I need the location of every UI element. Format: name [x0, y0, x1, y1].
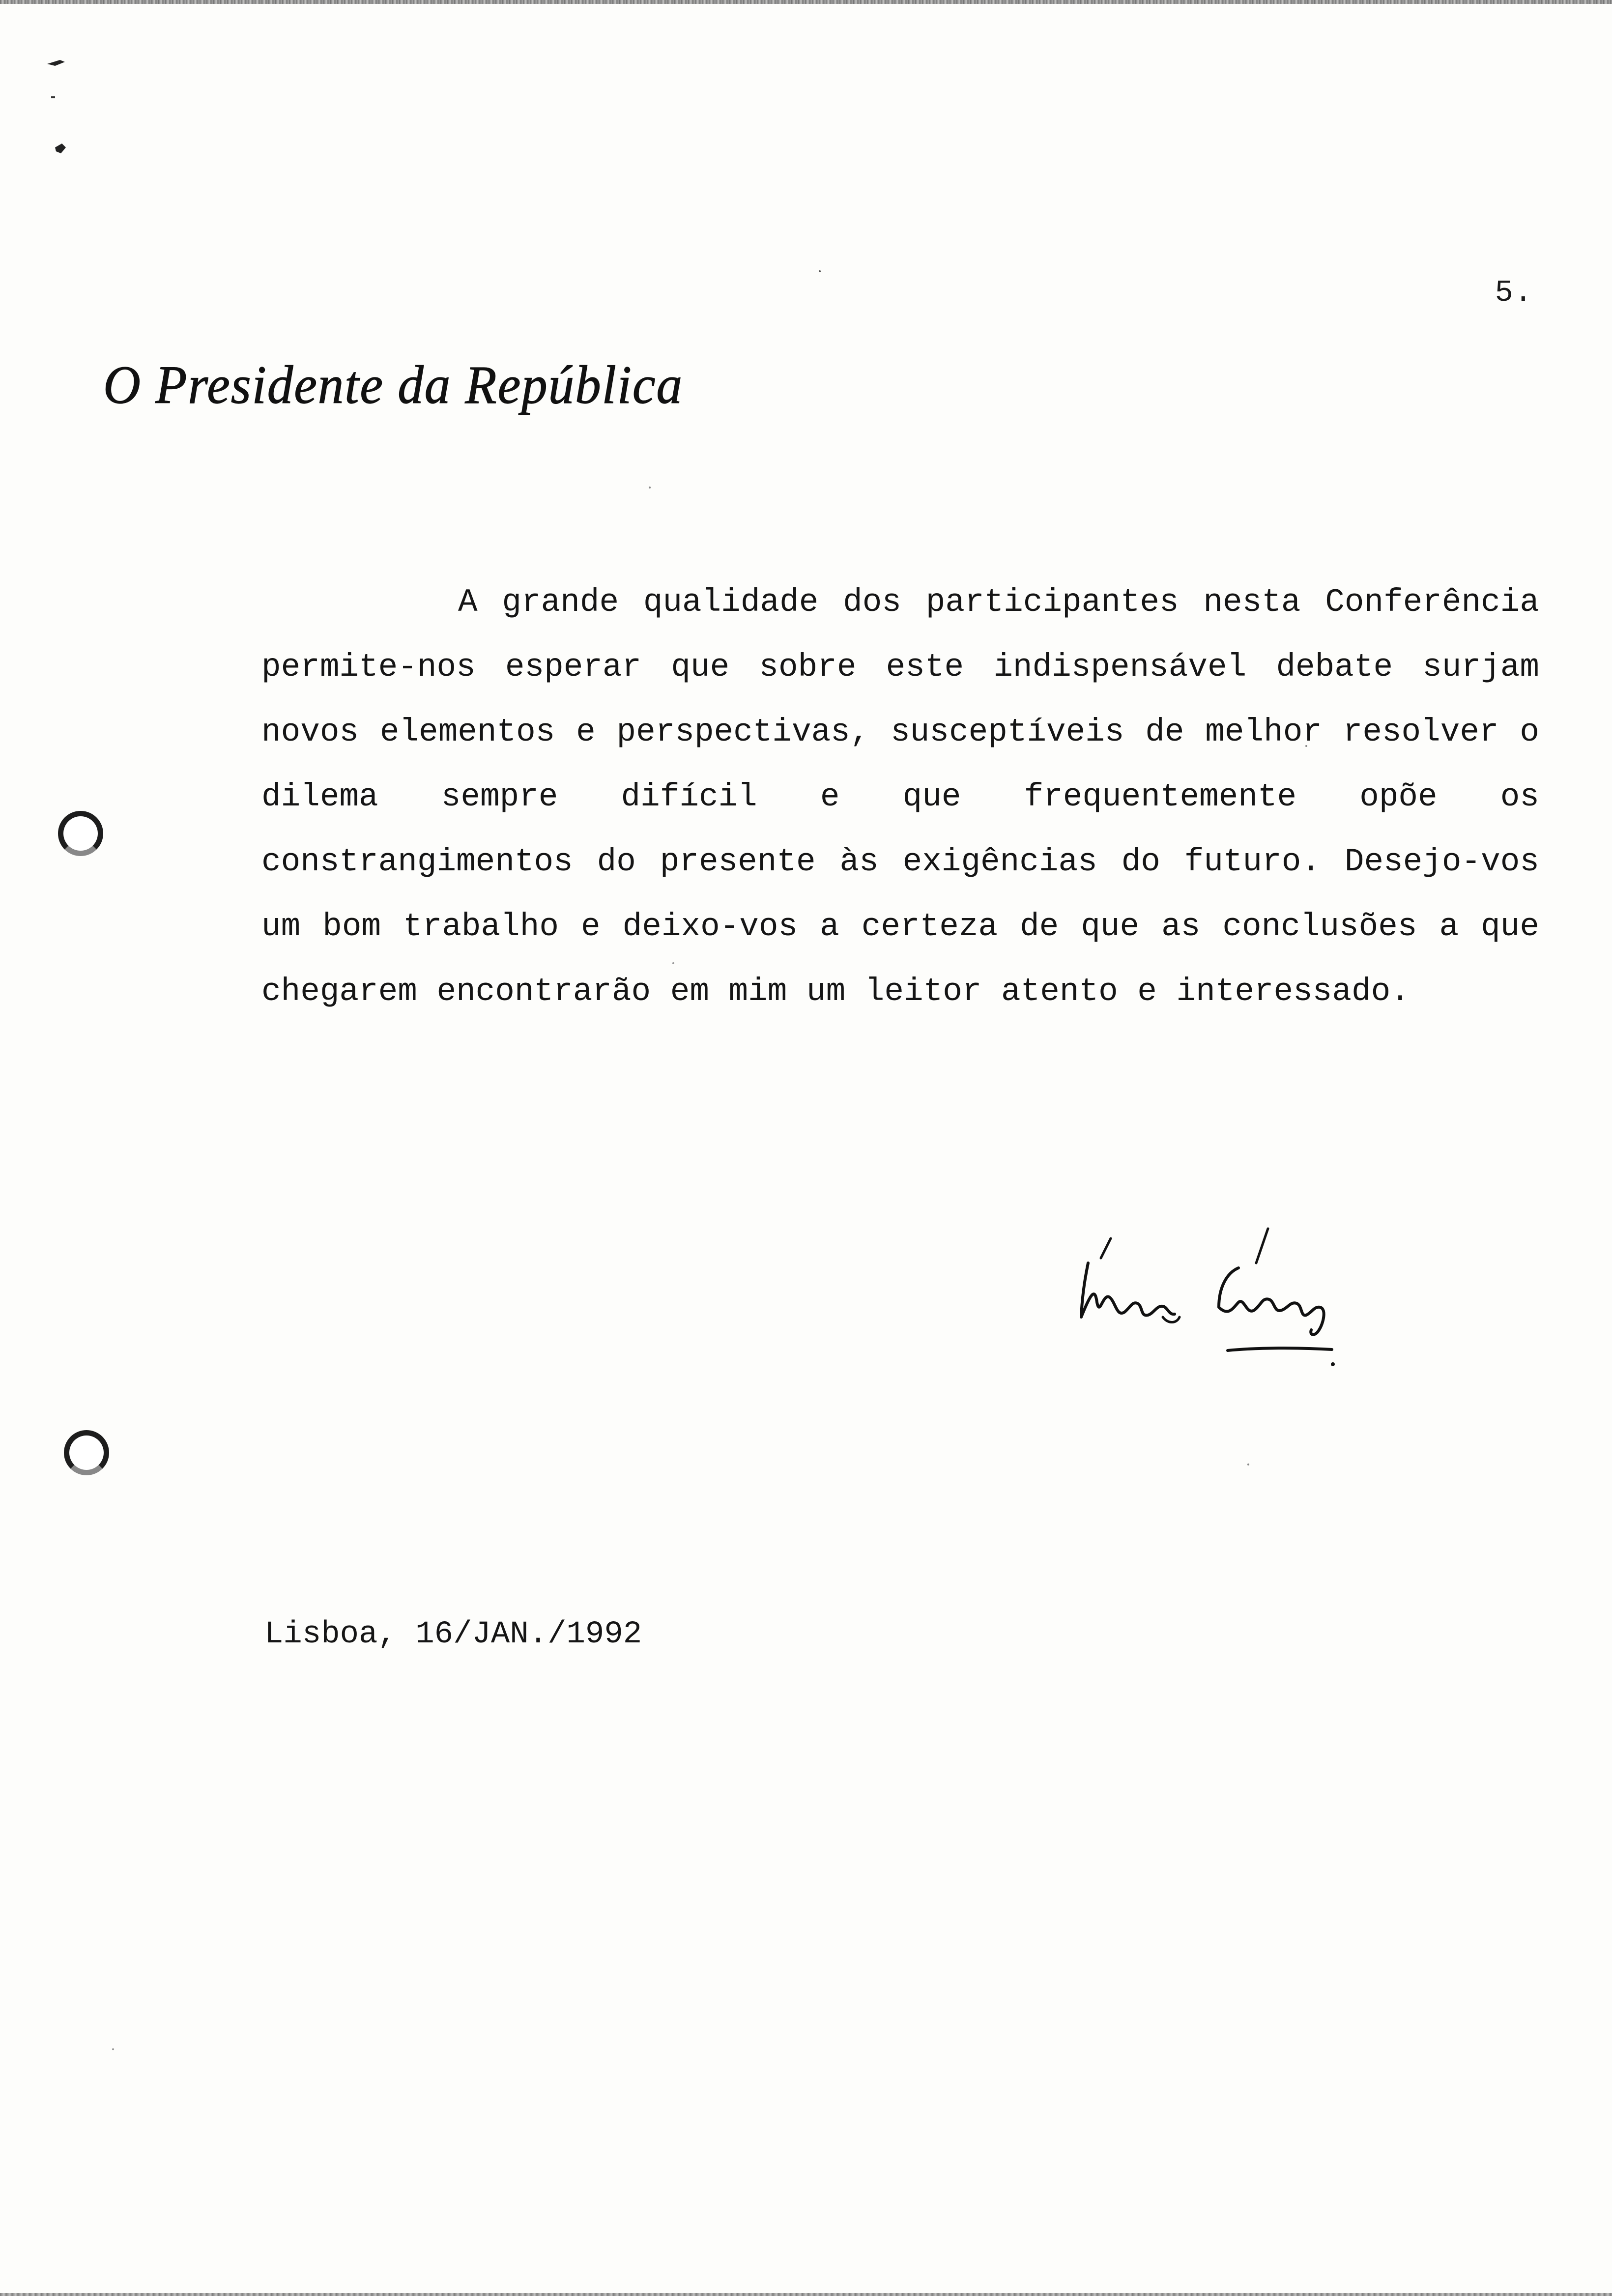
- paragraph-word: opõe: [1359, 778, 1438, 815]
- paragraph-word: Conferência: [1325, 584, 1539, 621]
- paragraph-word: de: [1145, 714, 1184, 750]
- paragraph-word: indispensável: [993, 649, 1247, 686]
- handwritten-signature: [1071, 1219, 1366, 1376]
- paragraph-word: chegarem encontrarão em mim um leitor atento e interessado.: [261, 973, 1410, 1010]
- paragraph-word: conclusões: [1222, 908, 1417, 945]
- paragraph-word: sempre: [441, 778, 558, 815]
- paragraph-word: surjam: [1422, 649, 1539, 686]
- paragraph-word: que: [1481, 908, 1539, 945]
- paragraph-word: que: [902, 778, 961, 815]
- paragraph-line: [261, 830, 1539, 894]
- paragraph-line: [261, 765, 1539, 830]
- paragraph-line: [261, 570, 1539, 635]
- letterhead-script: [98, 339, 688, 437]
- paragraph-word: e: [820, 778, 840, 815]
- paragraph-word: qualidade: [643, 584, 819, 621]
- paragraph-word: que: [671, 649, 730, 686]
- paragraph-word: o: [1520, 714, 1539, 750]
- paragraph-word: de: [1020, 908, 1059, 945]
- paragraph-word: sobre: [759, 649, 857, 686]
- paragraph-line: [261, 894, 1539, 959]
- paragraph-word: do: [597, 843, 636, 880]
- paragraph-word: um: [261, 908, 301, 945]
- svg-text:O Presidente da República: O Presidente da República: [103, 355, 683, 415]
- paragraph-word: susceptíveis: [891, 714, 1124, 750]
- paragraph-word: bom: [322, 908, 381, 945]
- paragraph-word: debate: [1276, 649, 1393, 686]
- paragraph-word: participantes: [925, 584, 1179, 621]
- paragraph-word: e: [581, 908, 601, 945]
- paragraph-word: permite-nos: [261, 649, 476, 686]
- paragraph-word: dos: [843, 584, 901, 621]
- paragraph-word: certeza: [861, 908, 998, 945]
- paragraph-word: às: [839, 843, 879, 880]
- paragraph-word: novos: [261, 714, 359, 750]
- paragraph-word: os: [1500, 778, 1539, 815]
- paragraph-word: nesta: [1203, 584, 1301, 621]
- paragraph-word: Desejo-vos: [1344, 843, 1539, 880]
- paragraph-word: este: [886, 649, 964, 686]
- paragraph-word: frequentemente: [1024, 778, 1297, 815]
- paragraph-word: deixo-vos: [622, 908, 798, 945]
- paragraph-line: [261, 700, 1539, 765]
- paragraph-word: as: [1161, 908, 1201, 945]
- paragraph-word: resolver: [1343, 714, 1499, 750]
- paragraph-word: constrangimentos: [261, 843, 573, 880]
- paragraph-line: [261, 959, 1539, 1024]
- paragraph-word: a: [820, 908, 839, 945]
- paragraph-word: futuro.: [1184, 843, 1321, 880]
- paragraph-word: difícil: [621, 778, 757, 815]
- paragraph-word: grande: [502, 584, 619, 621]
- paragraph-word: perspectivas,: [616, 714, 870, 750]
- letter-body: [261, 570, 1539, 1024]
- dateline: Lisboa, 16/JAN./1992: [264, 1617, 642, 1652]
- paragraph-line: [261, 635, 1539, 700]
- paragraph-word: presente: [660, 843, 816, 880]
- paragraph-word: A: [458, 584, 478, 621]
- paragraph-word: que: [1081, 908, 1140, 945]
- punch-hole-lower: [64, 1430, 109, 1475]
- punch-hole-upper: [58, 811, 103, 856]
- letterhead-logo: [98, 339, 688, 437]
- paragraph-word: trabalho: [403, 908, 559, 945]
- paragraph-word: dilema: [261, 778, 378, 815]
- paragraph-word: do: [1121, 843, 1160, 880]
- paragraph-word: exigências: [902, 843, 1097, 880]
- paragraph-word: esperar: [505, 649, 642, 686]
- page-number: 5.: [1495, 275, 1533, 310]
- paragraph-word: elementos: [379, 714, 555, 750]
- paragraph-word: a: [1439, 908, 1459, 945]
- paragraph-word: e: [576, 714, 596, 750]
- paragraph-word: melhor: [1205, 714, 1322, 750]
